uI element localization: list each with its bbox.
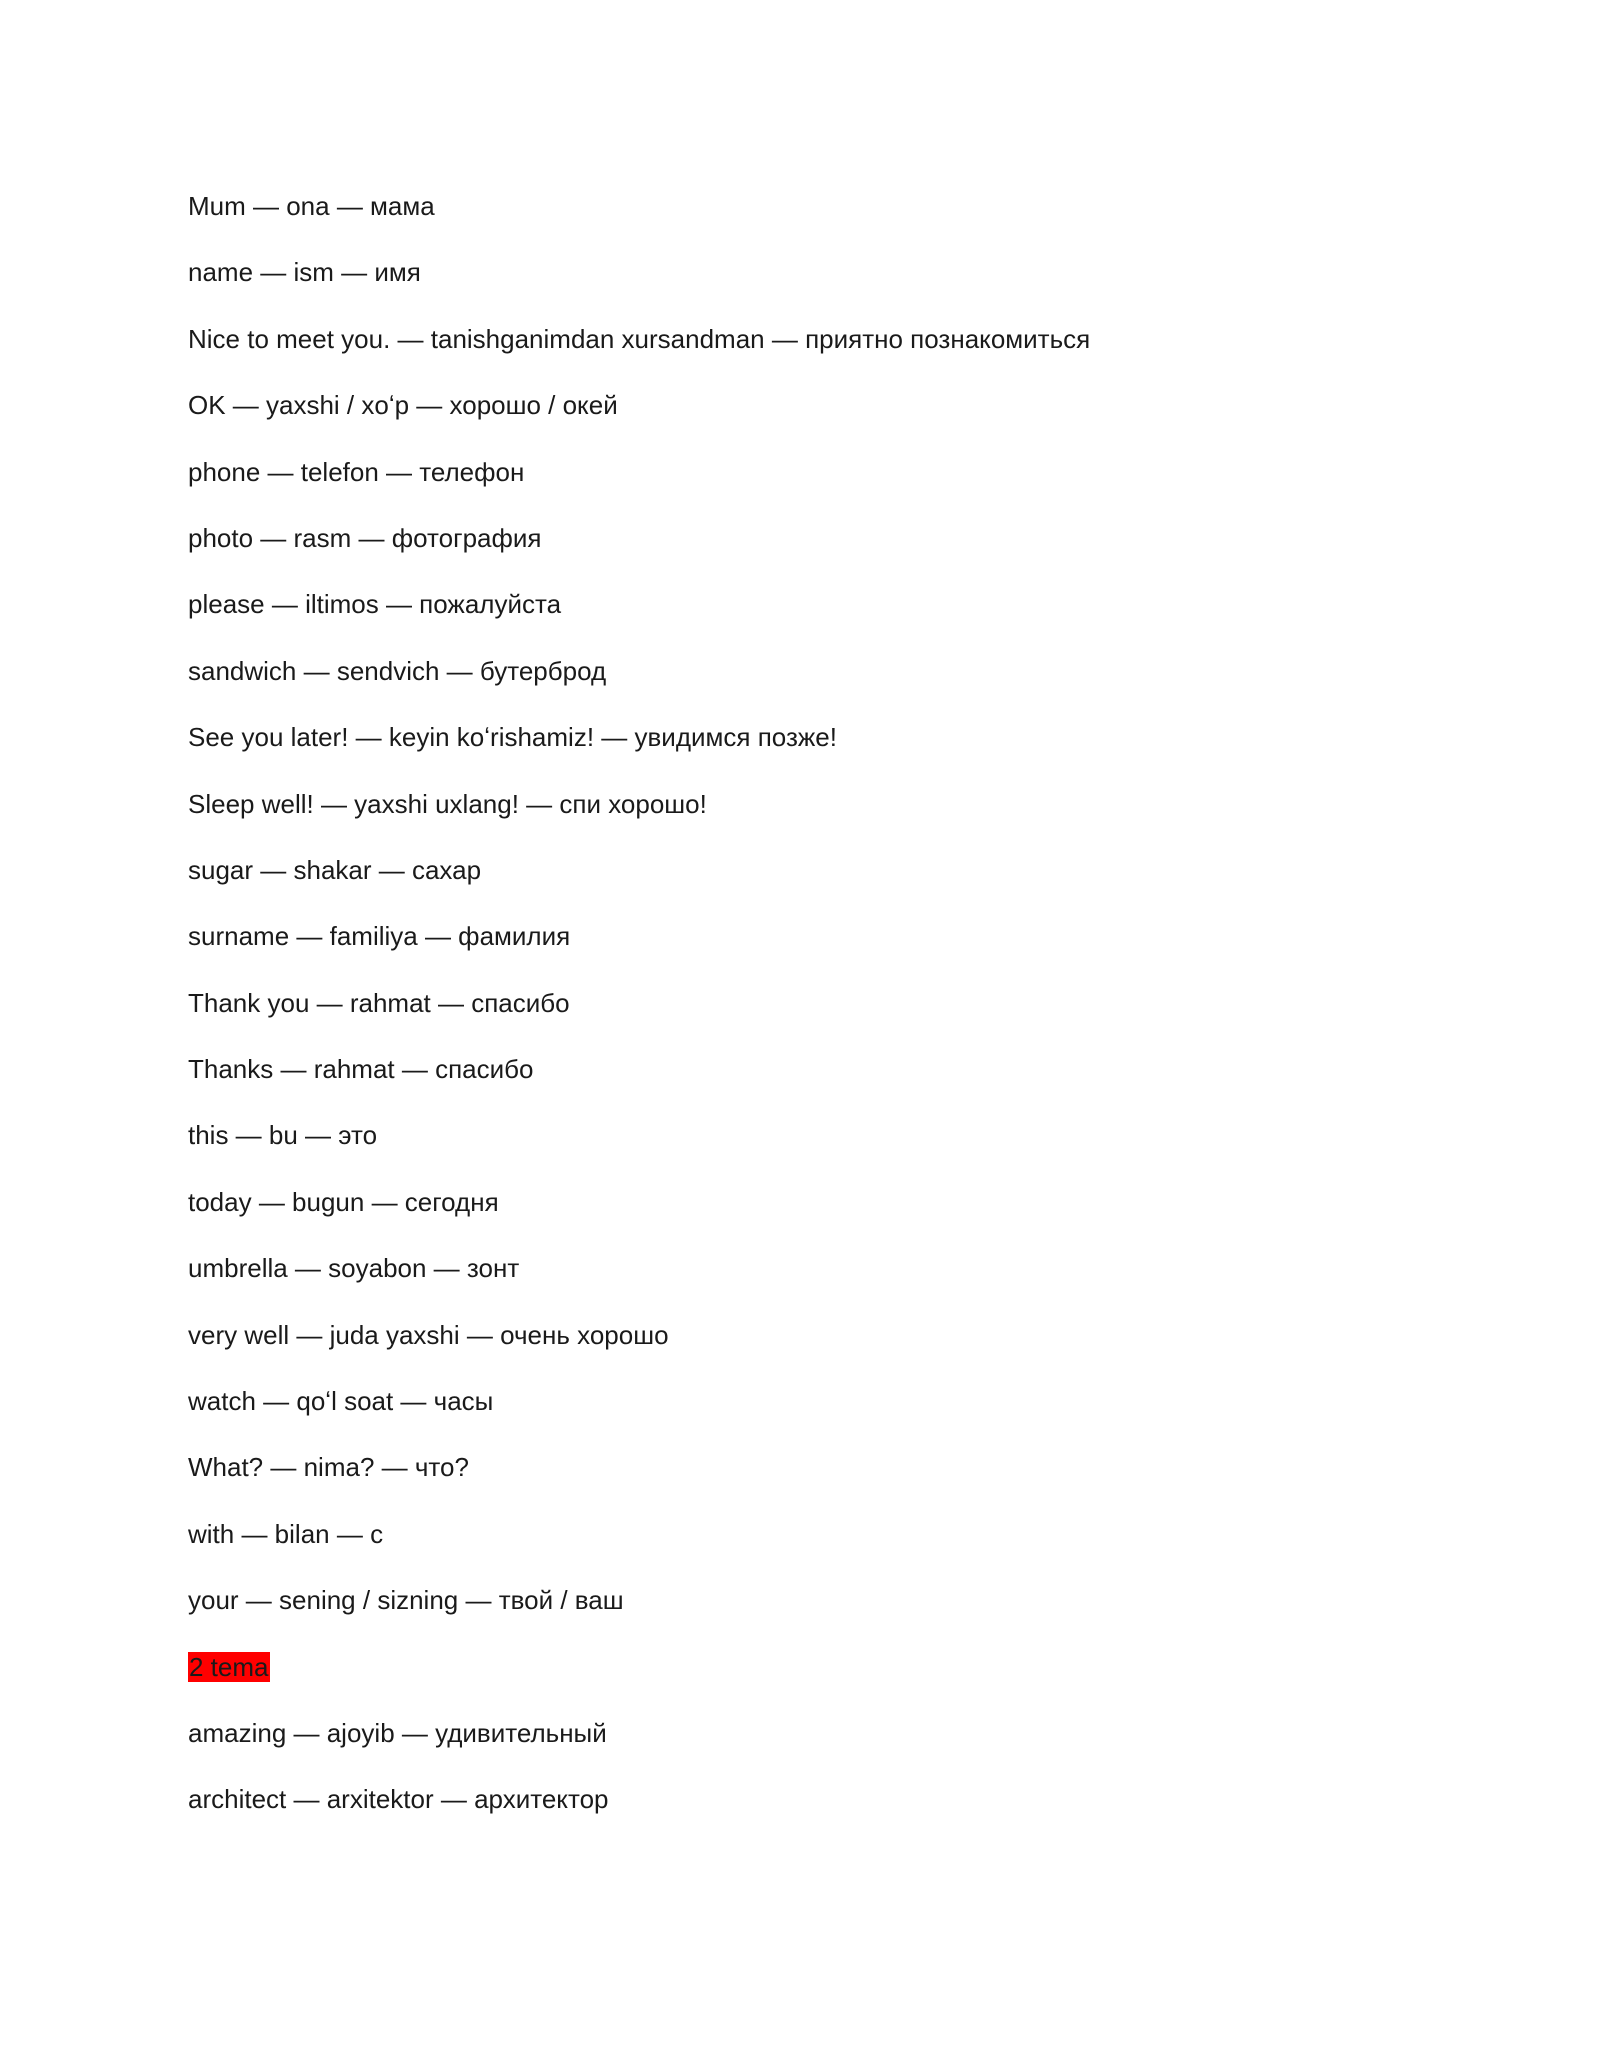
vocab-line: umbrella — soyabon — зонт	[188, 1253, 520, 1284]
vocab-line: amazing — ajoyib — удивительный	[188, 1717, 607, 1748]
vocab-line: please — iltimos — пожалуйста	[188, 589, 562, 620]
section-heading-highlight: 2 tema	[189, 1651, 269, 1682]
vocab-line: watch — qoʻl soat — часы	[188, 1386, 494, 1417]
vocab-line: your — sening / sizning — твой / ваш	[188, 1585, 624, 1616]
vocab-line: Nice to meet you. — tanishganimdan xursandman — приятно познакомиться	[188, 323, 1091, 354]
vocab-line: name — ism — имя	[188, 257, 421, 288]
vocab-line: very well — juda yaxshi — очень хорошо	[188, 1319, 669, 1350]
vocab-line: Thanks — rahmat — спасибо	[188, 1054, 534, 1085]
vocab-line: this — bu — это	[188, 1120, 378, 1151]
vocab-line: phone — telefon — телефон	[188, 456, 525, 487]
vocab-line: See you later! — keyin koʻrishamiz! — увидимся позже!	[188, 722, 837, 753]
vocab-line: architect — arxitektor — архитектор	[188, 1784, 609, 1815]
vocab-line: Thank you — rahmat — спасибо	[188, 987, 570, 1018]
vocab-line: with — bilan — с	[188, 1518, 384, 1549]
vocab-line: today — bugun — сегодня	[188, 1186, 499, 1217]
vocabulary-list	[188, 186, 1438, 1846]
vocab-line: Sleep well! — yaxshi uxlang! — спи хорошо!	[188, 788, 707, 819]
vocab-line: sandwich — sendvich — бутерброд	[188, 655, 607, 686]
vocab-line: surname — familiya — фамилия	[188, 921, 571, 952]
vocab-line: OK — yaxshi / xoʻp — хорошо / окей	[188, 390, 618, 421]
vocab-line: sugar — shakar — сахар	[188, 854, 482, 885]
vocab-line: Mum — ona — мама	[188, 191, 435, 221]
section-heading	[188, 1647, 1438, 1713]
vocab-line: photo — rasm — фотография	[188, 522, 542, 553]
vocab-line: What? — nima? — что?	[188, 1452, 469, 1483]
